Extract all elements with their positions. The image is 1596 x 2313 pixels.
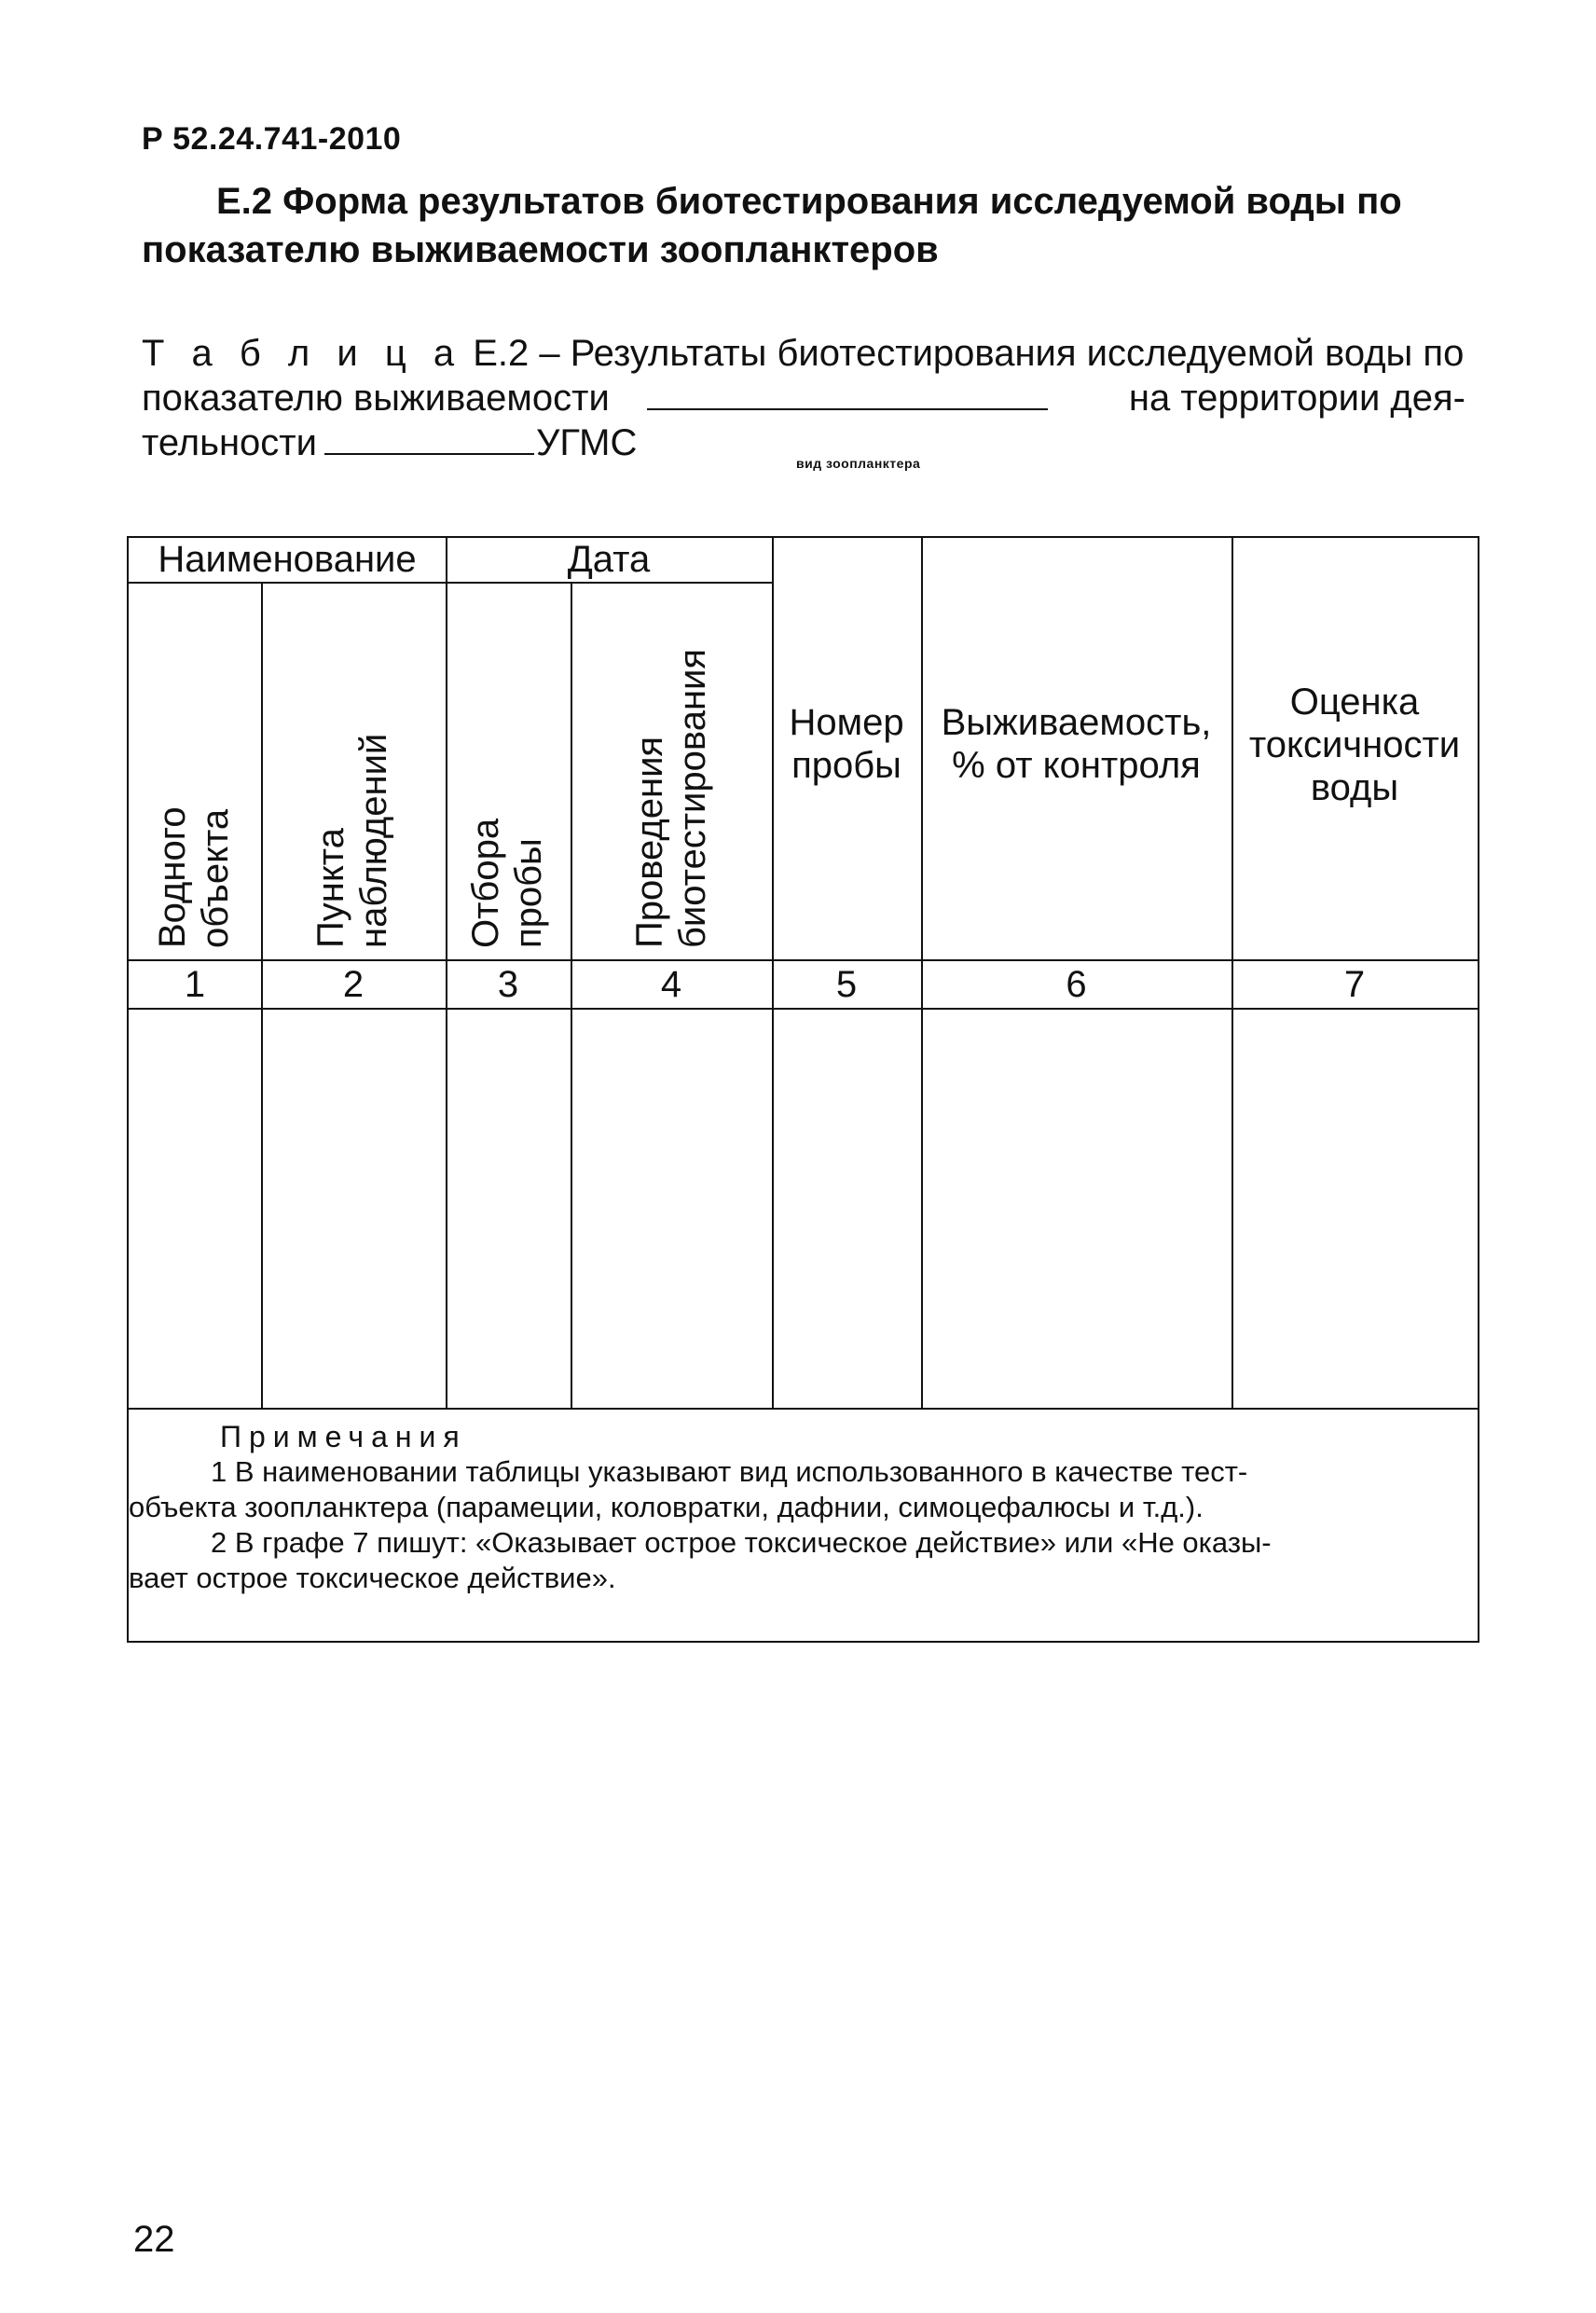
caption-ugms-text: УГМС: [535, 422, 638, 463]
caption-line-2: [142, 376, 1475, 420]
header-toxicity-line-3: воды: [1310, 767, 1399, 808]
caption-indicator-text: показателю выживаемости: [142, 378, 610, 419]
caption-territory-text: на территории дея-: [1128, 378, 1465, 419]
note-1-line-2: объекта зоопланктера (парамеции, коловратки, дафнии, симоцефалюсы и т.д.).: [129, 1491, 1204, 1523]
table-label: Т а б л и ц а: [142, 333, 463, 374]
note-2: [129, 1525, 1478, 1596]
ugms-blank-field[interactable]: [324, 421, 534, 455]
species-sublabel: вид зоопланктера: [796, 456, 921, 471]
header-toxicity-line-2: токсичности: [1248, 724, 1461, 765]
header-survival: [921, 701, 1231, 787]
header-sample-number: [772, 701, 921, 787]
column-number-6: 6: [1066, 964, 1087, 1005]
header-water-body-line-1: Водного: [152, 806, 193, 948]
section-title: [142, 177, 1465, 274]
section-title-line-1: Е.2 Форма результатов биотестирования исследуемой воды по: [216, 181, 1402, 222]
species-blank-field[interactable]: [647, 377, 1048, 410]
note-1: [129, 1454, 1478, 1525]
caption-line-1: [142, 331, 1475, 376]
header-sampling-date: [464, 819, 550, 948]
header-sample-number-line-1: Номер: [789, 702, 904, 743]
results-table: [127, 536, 1479, 1643]
table-notes: [129, 1410, 1478, 1596]
note-2-line-2: вает острое токсическое действие».: [129, 1562, 616, 1594]
header-survival-line-1: Выживаемость,: [941, 702, 1212, 743]
document-code: Р 52.24.741-2010: [142, 121, 402, 157]
number-row-divider: [129, 1008, 1478, 1010]
note-1-line-1: 1 В наименовании таблицы указывают вид использованного в качестве тест-: [211, 1455, 1248, 1488]
header-sampling-date-line-1: Отбора: [465, 818, 506, 948]
header-testing-date-line-2: биотестирования: [672, 648, 713, 948]
column-number-5: 5: [835, 964, 858, 1005]
section-title-line-2: показателю выживаемости зоопланктеров: [142, 229, 939, 270]
column-number-7: 7: [1343, 964, 1366, 1005]
column-number-3: 3: [497, 964, 519, 1005]
header-station-line-1: Пункта: [310, 828, 351, 948]
header-station-line-2: наблюдений: [353, 733, 394, 948]
caption-title: Е.2 – Результаты биотестирования исследуемой воды по: [462, 333, 1465, 374]
header-testing-date-line-1: Проведения: [629, 736, 670, 948]
column-number-2: 2: [342, 964, 365, 1005]
note-2-line-1: 2 В графе 7 пишут: «Оказывает острое токсическое действие» или «Не оказы-: [211, 1526, 1272, 1559]
caption-activity-text: тельности: [142, 422, 317, 463]
header-station: [310, 734, 395, 948]
header-toxicity-line-1: Оценка: [1289, 682, 1420, 723]
column-number-4: 4: [660, 964, 682, 1005]
page-number: 22: [133, 2219, 175, 2260]
header-water-body-line-2: объекта: [195, 808, 236, 948]
table-caption: [142, 331, 1475, 471]
header-group-date: Дата: [567, 539, 651, 580]
header-testing-date: [628, 649, 714, 948]
header-sample-number-line-2: пробы: [791, 745, 901, 786]
column-number-1: 1: [184, 964, 206, 1005]
header-toxicity: [1231, 681, 1478, 809]
header-water-body: [151, 806, 237, 948]
header-survival-line-2: % от контроля: [952, 745, 1201, 786]
header-sampling-date-line-2: пробы: [508, 838, 549, 948]
header-group-name: Наименование: [158, 539, 417, 580]
notes-heading: Примечания: [220, 1420, 467, 1453]
header-group-divider: [129, 582, 772, 584]
